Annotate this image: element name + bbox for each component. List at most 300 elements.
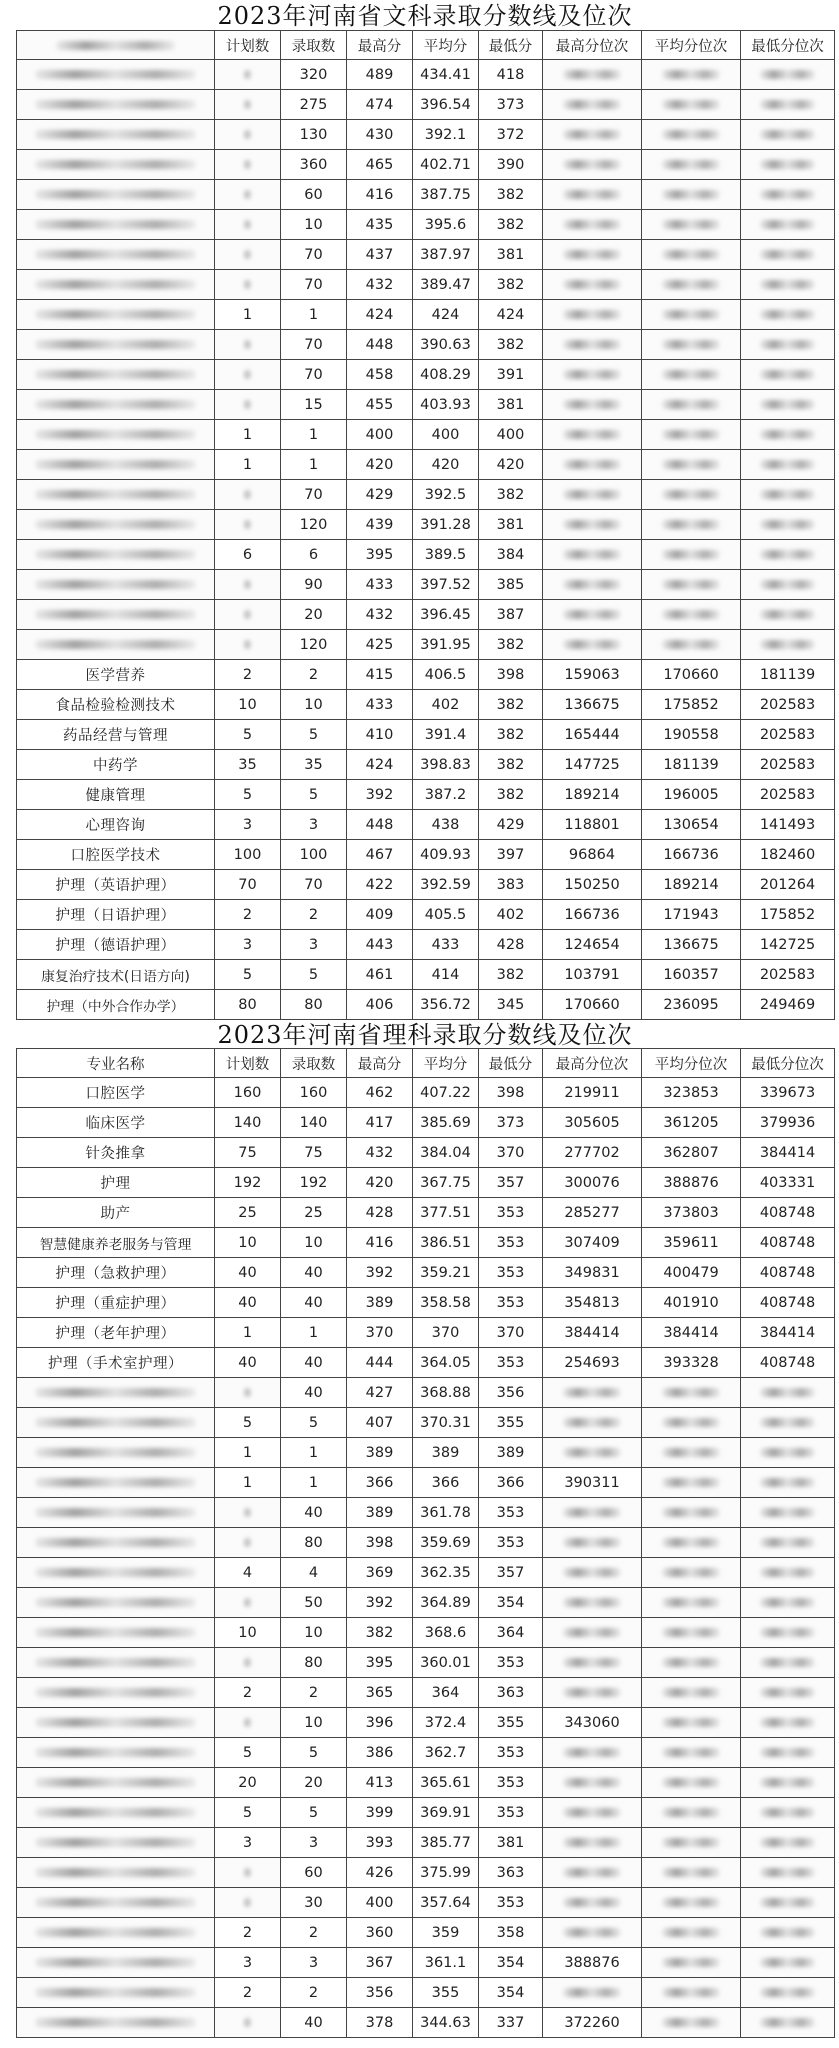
max-score-rank-cell: 277702	[543, 1138, 642, 1168]
redacted-mark	[35, 1928, 197, 1937]
max-score-cell: 393	[347, 1828, 413, 1858]
max-score-rank-cell	[543, 1888, 642, 1918]
major-name-cell: 护理（英语护理）	[17, 870, 215, 900]
plan-count-cell	[215, 1528, 281, 1558]
header-admit-count: 录取数	[281, 31, 347, 60]
plan-count-cell	[215, 630, 281, 660]
min-score-rank-cell: 384414	[741, 1138, 835, 1168]
redacted-mark	[563, 1508, 622, 1517]
redacted-mark	[760, 610, 816, 619]
max-score-cell: 378	[347, 2008, 413, 2038]
major-name-cell	[17, 1948, 215, 1978]
table-row	[17, 2008, 835, 2038]
max-score-rank-cell	[543, 90, 642, 120]
max-score-cell: 448	[347, 330, 413, 360]
table-row	[17, 1828, 835, 1858]
avg-score-cell: 389.5	[413, 540, 479, 570]
major-name-cell: 健康管理	[17, 780, 215, 810]
min-score-cell: 354	[479, 1978, 543, 2008]
max-score-rank-cell: 343060	[543, 1708, 642, 1738]
plan-count-cell: 3	[215, 1828, 281, 1858]
max-score-cell: 448	[347, 810, 413, 840]
like-table	[16, 1048, 835, 2038]
avg-score-cell: 392.59	[413, 870, 479, 900]
avg-score-rank-cell	[642, 1858, 741, 1888]
plan-count-cell	[215, 570, 281, 600]
min-score-cell: 354	[479, 1588, 543, 1618]
min-score-cell: 381	[479, 240, 543, 270]
min-score-cell: 363	[479, 1858, 543, 1888]
major-name-cell	[17, 300, 215, 330]
redacted-mark	[35, 1748, 197, 1757]
max-score-cell: 432	[347, 1138, 413, 1168]
plan-count-cell: 160	[215, 1078, 281, 1108]
max-score-rank-cell: 384414	[543, 1318, 642, 1348]
redacted-mark	[662, 1598, 721, 1607]
avg-score-cell: 357.64	[413, 1888, 479, 1918]
avg-score-cell: 389.47	[413, 270, 479, 300]
min-score-cell: 366	[479, 1468, 543, 1498]
max-score-rank-cell: 307409	[543, 1228, 642, 1258]
redacted-mark	[563, 1988, 622, 1997]
major-name-cell	[17, 210, 215, 240]
redacted-mark	[760, 490, 816, 499]
avg-score-cell: 359.69	[413, 1528, 479, 1558]
avg-score-rank-cell	[642, 1618, 741, 1648]
redacted-mark	[662, 2018, 721, 2027]
major-name-cell	[17, 270, 215, 300]
redacted-mark	[662, 190, 721, 199]
min-score-cell: 389	[479, 1438, 543, 1468]
redacted-mark	[563, 1898, 622, 1907]
plan-count-cell	[215, 180, 281, 210]
redacted-mark	[35, 1898, 197, 1907]
min-score-cell: 381	[479, 1828, 543, 1858]
max-score-rank-cell	[543, 1858, 642, 1888]
table-row	[17, 1288, 835, 1318]
max-score-rank-cell: 354813	[543, 1288, 642, 1318]
major-name-cell	[17, 1378, 215, 1408]
max-score-cell: 461	[347, 960, 413, 990]
plan-count-cell: 5	[215, 1408, 281, 1438]
plan-count-cell	[215, 510, 281, 540]
avg-score-rank-cell	[642, 1678, 741, 1708]
avg-score-rank-cell	[642, 1948, 741, 1978]
max-score-rank-cell	[543, 60, 642, 90]
admit-count-cell: 192	[281, 1168, 347, 1198]
redacted-mark	[244, 490, 251, 499]
min-score-rank-cell	[741, 1828, 835, 1858]
redacted-mark	[563, 610, 622, 619]
max-score-rank-cell	[543, 1528, 642, 1558]
redacted-mark	[760, 2018, 816, 2027]
redacted-mark	[662, 250, 721, 259]
admit-count-cell: 10	[281, 690, 347, 720]
max-score-cell: 420	[347, 1168, 413, 1198]
max-score-rank-cell	[543, 150, 642, 180]
redacted-mark	[244, 1868, 251, 1877]
max-score-cell: 399	[347, 1798, 413, 1828]
max-score-cell: 422	[347, 870, 413, 900]
min-score-rank-cell	[741, 1678, 835, 1708]
max-score-rank-cell: 349831	[543, 1258, 642, 1288]
min-score-cell: 353	[479, 1228, 543, 1258]
admit-count-cell: 5	[281, 1408, 347, 1438]
table-row	[17, 1558, 835, 1588]
table-row	[17, 510, 835, 540]
table-row	[17, 1678, 835, 1708]
redacted-mark	[35, 130, 197, 139]
min-score-cell: 420	[479, 450, 543, 480]
redacted-mark	[244, 1538, 251, 1547]
major-name-cell	[17, 540, 215, 570]
plan-count-cell: 40	[215, 1288, 281, 1318]
redacted-mark	[244, 1658, 251, 1667]
max-score-rank-cell: 305605	[543, 1108, 642, 1138]
major-name-cell	[17, 390, 215, 420]
min-score-rank-cell: 202583	[741, 750, 835, 780]
table-row	[17, 870, 835, 900]
major-name-cell	[17, 330, 215, 360]
avg-score-rank-cell	[642, 180, 741, 210]
major-name-cell	[17, 60, 215, 90]
admit-count-cell: 100	[281, 840, 347, 870]
avg-score-rank-cell	[642, 1468, 741, 1498]
max-score-rank-cell: 285277	[543, 1198, 642, 1228]
wenke-table-body	[17, 31, 835, 1020]
major-name-cell: 药品经营与管理	[17, 720, 215, 750]
avg-score-cell: 402	[413, 690, 479, 720]
redacted-mark	[35, 610, 197, 619]
max-score-cell: 389	[347, 1498, 413, 1528]
max-score-cell: 389	[347, 1438, 413, 1468]
min-score-rank-cell	[741, 1438, 835, 1468]
admit-count-cell: 5	[281, 1798, 347, 1828]
min-score-cell: 382	[479, 630, 543, 660]
table-row	[17, 270, 835, 300]
major-name-cell: 临床医学	[17, 1108, 215, 1138]
redacted-mark	[35, 490, 197, 499]
admit-count-cell: 2	[281, 660, 347, 690]
min-score-cell: 418	[479, 60, 543, 90]
like-table-body	[17, 1049, 835, 2038]
plan-count-cell: 1	[215, 1468, 281, 1498]
major-name-cell	[17, 1918, 215, 1948]
min-score-rank-cell: 202583	[741, 780, 835, 810]
avg-score-rank-cell: 170660	[642, 660, 741, 690]
table-row	[17, 690, 835, 720]
avg-score-cell: 391.28	[413, 510, 479, 540]
plan-count-cell: 3	[215, 930, 281, 960]
redacted-mark	[662, 1748, 721, 1757]
plan-count-cell: 5	[215, 720, 281, 750]
admit-count-cell: 10	[281, 1708, 347, 1738]
major-name-cell	[17, 1408, 215, 1438]
redacted-mark	[760, 1598, 816, 1607]
plan-count-cell	[215, 2008, 281, 2038]
table-row	[17, 390, 835, 420]
table-row	[17, 1438, 835, 1468]
min-score-rank-cell	[741, 1858, 835, 1888]
avg-score-rank-cell: 236095	[642, 990, 741, 1020]
table-row	[17, 1318, 835, 1348]
max-score-rank-cell	[543, 450, 642, 480]
admit-count-cell: 2	[281, 1918, 347, 1948]
min-score-rank-cell: 408748	[741, 1288, 835, 1318]
min-score-cell: 382	[479, 780, 543, 810]
major-name-cell: 智慧健康养老服务与管理	[17, 1228, 215, 1258]
min-score-rank-cell: 384414	[741, 1318, 835, 1348]
redacted-mark	[35, 160, 197, 169]
redacted-mark	[244, 220, 251, 229]
redacted-mark	[760, 370, 816, 379]
redacted-mark	[563, 310, 622, 319]
min-score-rank-cell: 175852	[741, 900, 835, 930]
max-score-cell: 443	[347, 930, 413, 960]
table-row	[17, 1498, 835, 1528]
table-row	[17, 1618, 835, 1648]
major-name-cell: 护理（重症护理）	[17, 1288, 215, 1318]
redacted-mark	[760, 1868, 816, 1877]
avg-score-rank-cell: 323853	[642, 1078, 741, 1108]
redacted-mark	[662, 340, 721, 349]
min-score-cell: 382	[479, 180, 543, 210]
max-score-rank-cell	[543, 540, 642, 570]
table-row	[17, 1888, 835, 1918]
plan-count-cell: 40	[215, 1348, 281, 1378]
redacted-mark	[662, 1988, 721, 1997]
redacted-mark	[244, 1388, 251, 1397]
major-name-cell	[17, 1468, 215, 1498]
like-title: 2023年河南省理科录取分数线及位次	[217, 1021, 633, 1049]
major-name-cell	[17, 1738, 215, 1768]
plan-count-cell: 192	[215, 1168, 281, 1198]
admit-count-cell: 35	[281, 750, 347, 780]
min-score-cell: 400	[479, 420, 543, 450]
plan-count-cell: 5	[215, 960, 281, 990]
redacted-mark	[35, 1388, 197, 1397]
admit-count-cell: 20	[281, 1768, 347, 1798]
major-name-cell: 食品检验检测技术	[17, 690, 215, 720]
min-score-rank-cell	[741, 180, 835, 210]
redacted-mark	[760, 640, 816, 649]
min-score-rank-cell	[741, 1798, 835, 1828]
max-score-cell: 489	[347, 60, 413, 90]
admit-count-cell: 60	[281, 1858, 347, 1888]
min-score-rank-cell	[741, 1648, 835, 1678]
admit-count-cell: 70	[281, 330, 347, 360]
plan-count-cell: 20	[215, 1768, 281, 1798]
max-score-cell: 365	[347, 1678, 413, 1708]
avg-score-cell: 408.29	[413, 360, 479, 390]
redacted-mark	[563, 370, 622, 379]
redacted-mark	[244, 610, 251, 619]
major-name-cell	[17, 1678, 215, 1708]
max-score-rank-cell: 136675	[543, 690, 642, 720]
redacted-mark	[563, 1658, 622, 1667]
min-score-rank-cell: 181139	[741, 660, 835, 690]
redacted-mark	[760, 220, 816, 229]
avg-score-cell: 365.61	[413, 1768, 479, 1798]
min-score-rank-cell	[741, 390, 835, 420]
plan-count-cell	[215, 1588, 281, 1618]
avg-score-rank-cell	[642, 1408, 741, 1438]
admit-count-cell: 3	[281, 810, 347, 840]
redacted-mark	[244, 70, 251, 79]
max-score-cell: 369	[347, 1558, 413, 1588]
redacted-mark	[35, 1778, 197, 1787]
min-score-cell: 391	[479, 360, 543, 390]
avg-score-cell: 420	[413, 450, 479, 480]
min-score-rank-cell	[741, 1558, 835, 1588]
table-row	[17, 1408, 835, 1438]
table-row	[17, 1768, 835, 1798]
min-score-cell: 353	[479, 1798, 543, 1828]
avg-score-rank-cell	[642, 330, 741, 360]
max-score-rank-cell: 124654	[543, 930, 642, 960]
avg-score-cell: 390.63	[413, 330, 479, 360]
min-score-cell: 382	[479, 330, 543, 360]
redacted-mark	[35, 550, 197, 559]
max-score-rank-cell	[543, 1378, 642, 1408]
like-header-row	[17, 1049, 835, 1078]
avg-score-cell: 369.91	[413, 1798, 479, 1828]
redacted-mark	[35, 1508, 197, 1517]
table-row	[17, 1378, 835, 1408]
redacted-mark	[760, 1778, 816, 1787]
avg-score-rank-cell	[642, 1918, 741, 1948]
redacted-mark	[563, 190, 622, 199]
redacted-mark	[563, 490, 622, 499]
table-row	[17, 60, 835, 90]
plan-count-cell: 5	[215, 1798, 281, 1828]
table-row	[17, 210, 835, 240]
redacted-mark	[563, 1538, 622, 1547]
table-row	[17, 720, 835, 750]
major-name-cell	[17, 1648, 215, 1678]
min-score-cell: 354	[479, 1948, 543, 1978]
avg-score-rank-cell	[642, 270, 741, 300]
plan-count-cell	[215, 1498, 281, 1528]
avg-score-rank-cell: 189214	[642, 870, 741, 900]
score-report-page	[16, 0, 834, 2038]
plan-count-cell: 140	[215, 1108, 281, 1138]
redacted-mark	[35, 580, 197, 589]
table-row	[17, 1078, 835, 1108]
redacted-mark	[662, 1508, 721, 1517]
redacted-mark	[760, 1928, 816, 1937]
max-score-rank-cell	[543, 1498, 642, 1528]
min-score-cell: 384	[479, 540, 543, 570]
redacted-mark	[760, 250, 816, 259]
max-score-cell: 416	[347, 180, 413, 210]
max-score-cell: 395	[347, 1648, 413, 1678]
max-score-cell: 410	[347, 720, 413, 750]
avg-score-rank-cell	[642, 60, 741, 90]
admit-count-cell: 4	[281, 1558, 347, 1588]
min-score-cell: 381	[479, 510, 543, 540]
redacted-mark	[244, 1508, 251, 1517]
avg-score-rank-cell	[642, 1738, 741, 1768]
max-score-rank-cell	[543, 480, 642, 510]
redacted-mark	[244, 280, 251, 289]
max-score-rank-cell	[543, 1978, 642, 2008]
redacted-mark	[760, 520, 816, 529]
avg-score-cell: 361.1	[413, 1948, 479, 1978]
redacted-mark	[662, 100, 721, 109]
max-score-rank-cell: 147725	[543, 750, 642, 780]
plan-count-cell	[215, 480, 281, 510]
avg-score-cell: 368.88	[413, 1378, 479, 1408]
avg-score-cell: 362.7	[413, 1738, 479, 1768]
redacted-mark	[35, 340, 197, 349]
max-score-cell: 356	[347, 1978, 413, 2008]
min-score-rank-cell	[741, 1918, 835, 1948]
plan-count-cell	[215, 270, 281, 300]
redacted-mark	[662, 1718, 721, 1727]
admit-count-cell: 10	[281, 1618, 347, 1648]
redacted-mark	[563, 1838, 622, 1847]
max-score-rank-cell: 150250	[543, 870, 642, 900]
admit-count-cell: 5	[281, 1738, 347, 1768]
table-row	[17, 1978, 835, 2008]
header-max-score-rank: 最高分位次	[543, 1049, 642, 1078]
min-score-cell: 355	[479, 1408, 543, 1438]
redacted-mark	[35, 250, 197, 259]
max-score-cell: 417	[347, 1108, 413, 1138]
redacted-mark	[563, 1778, 622, 1787]
table-row	[17, 900, 835, 930]
max-score-cell: 432	[347, 270, 413, 300]
plan-count-cell	[215, 90, 281, 120]
min-score-rank-cell: 339673	[741, 1078, 835, 1108]
min-score-cell: 382	[479, 270, 543, 300]
avg-score-rank-cell	[642, 1588, 741, 1618]
redacted-mark	[662, 610, 721, 619]
header-min-score-rank: 最低分位次	[741, 1049, 835, 1078]
min-score-rank-cell	[741, 270, 835, 300]
table-row	[17, 1468, 835, 1498]
min-score-rank-cell: 408748	[741, 1348, 835, 1378]
min-score-cell: 353	[479, 1348, 543, 1378]
avg-score-cell: 391.95	[413, 630, 479, 660]
max-score-rank-cell	[543, 420, 642, 450]
max-score-cell: 425	[347, 630, 413, 660]
major-name-cell	[17, 1708, 215, 1738]
header-max-score: 最高分	[347, 1049, 413, 1078]
header-min-score-rank: 最低分位次	[741, 31, 835, 60]
min-score-cell: 424	[479, 300, 543, 330]
avg-score-cell: 364.89	[413, 1588, 479, 1618]
redacted-mark	[760, 310, 816, 319]
min-score-cell: 345	[479, 990, 543, 1020]
redacted-mark	[662, 1478, 721, 1487]
table-row	[17, 570, 835, 600]
redacted-mark	[662, 280, 721, 289]
redacted-mark	[760, 1448, 816, 1457]
max-score-rank-cell: 159063	[543, 660, 642, 690]
min-score-cell: 370	[479, 1318, 543, 1348]
admit-count-cell: 1	[281, 420, 347, 450]
plan-count-cell: 2	[215, 1918, 281, 1948]
avg-score-cell: 387.97	[413, 240, 479, 270]
major-name-cell: 护理（日语护理）	[17, 900, 215, 930]
redacted-mark	[35, 1628, 197, 1637]
min-score-rank-cell	[741, 1768, 835, 1798]
redacted-mark	[760, 130, 816, 139]
min-score-rank-cell	[741, 120, 835, 150]
avg-score-rank-cell	[642, 2008, 741, 2038]
